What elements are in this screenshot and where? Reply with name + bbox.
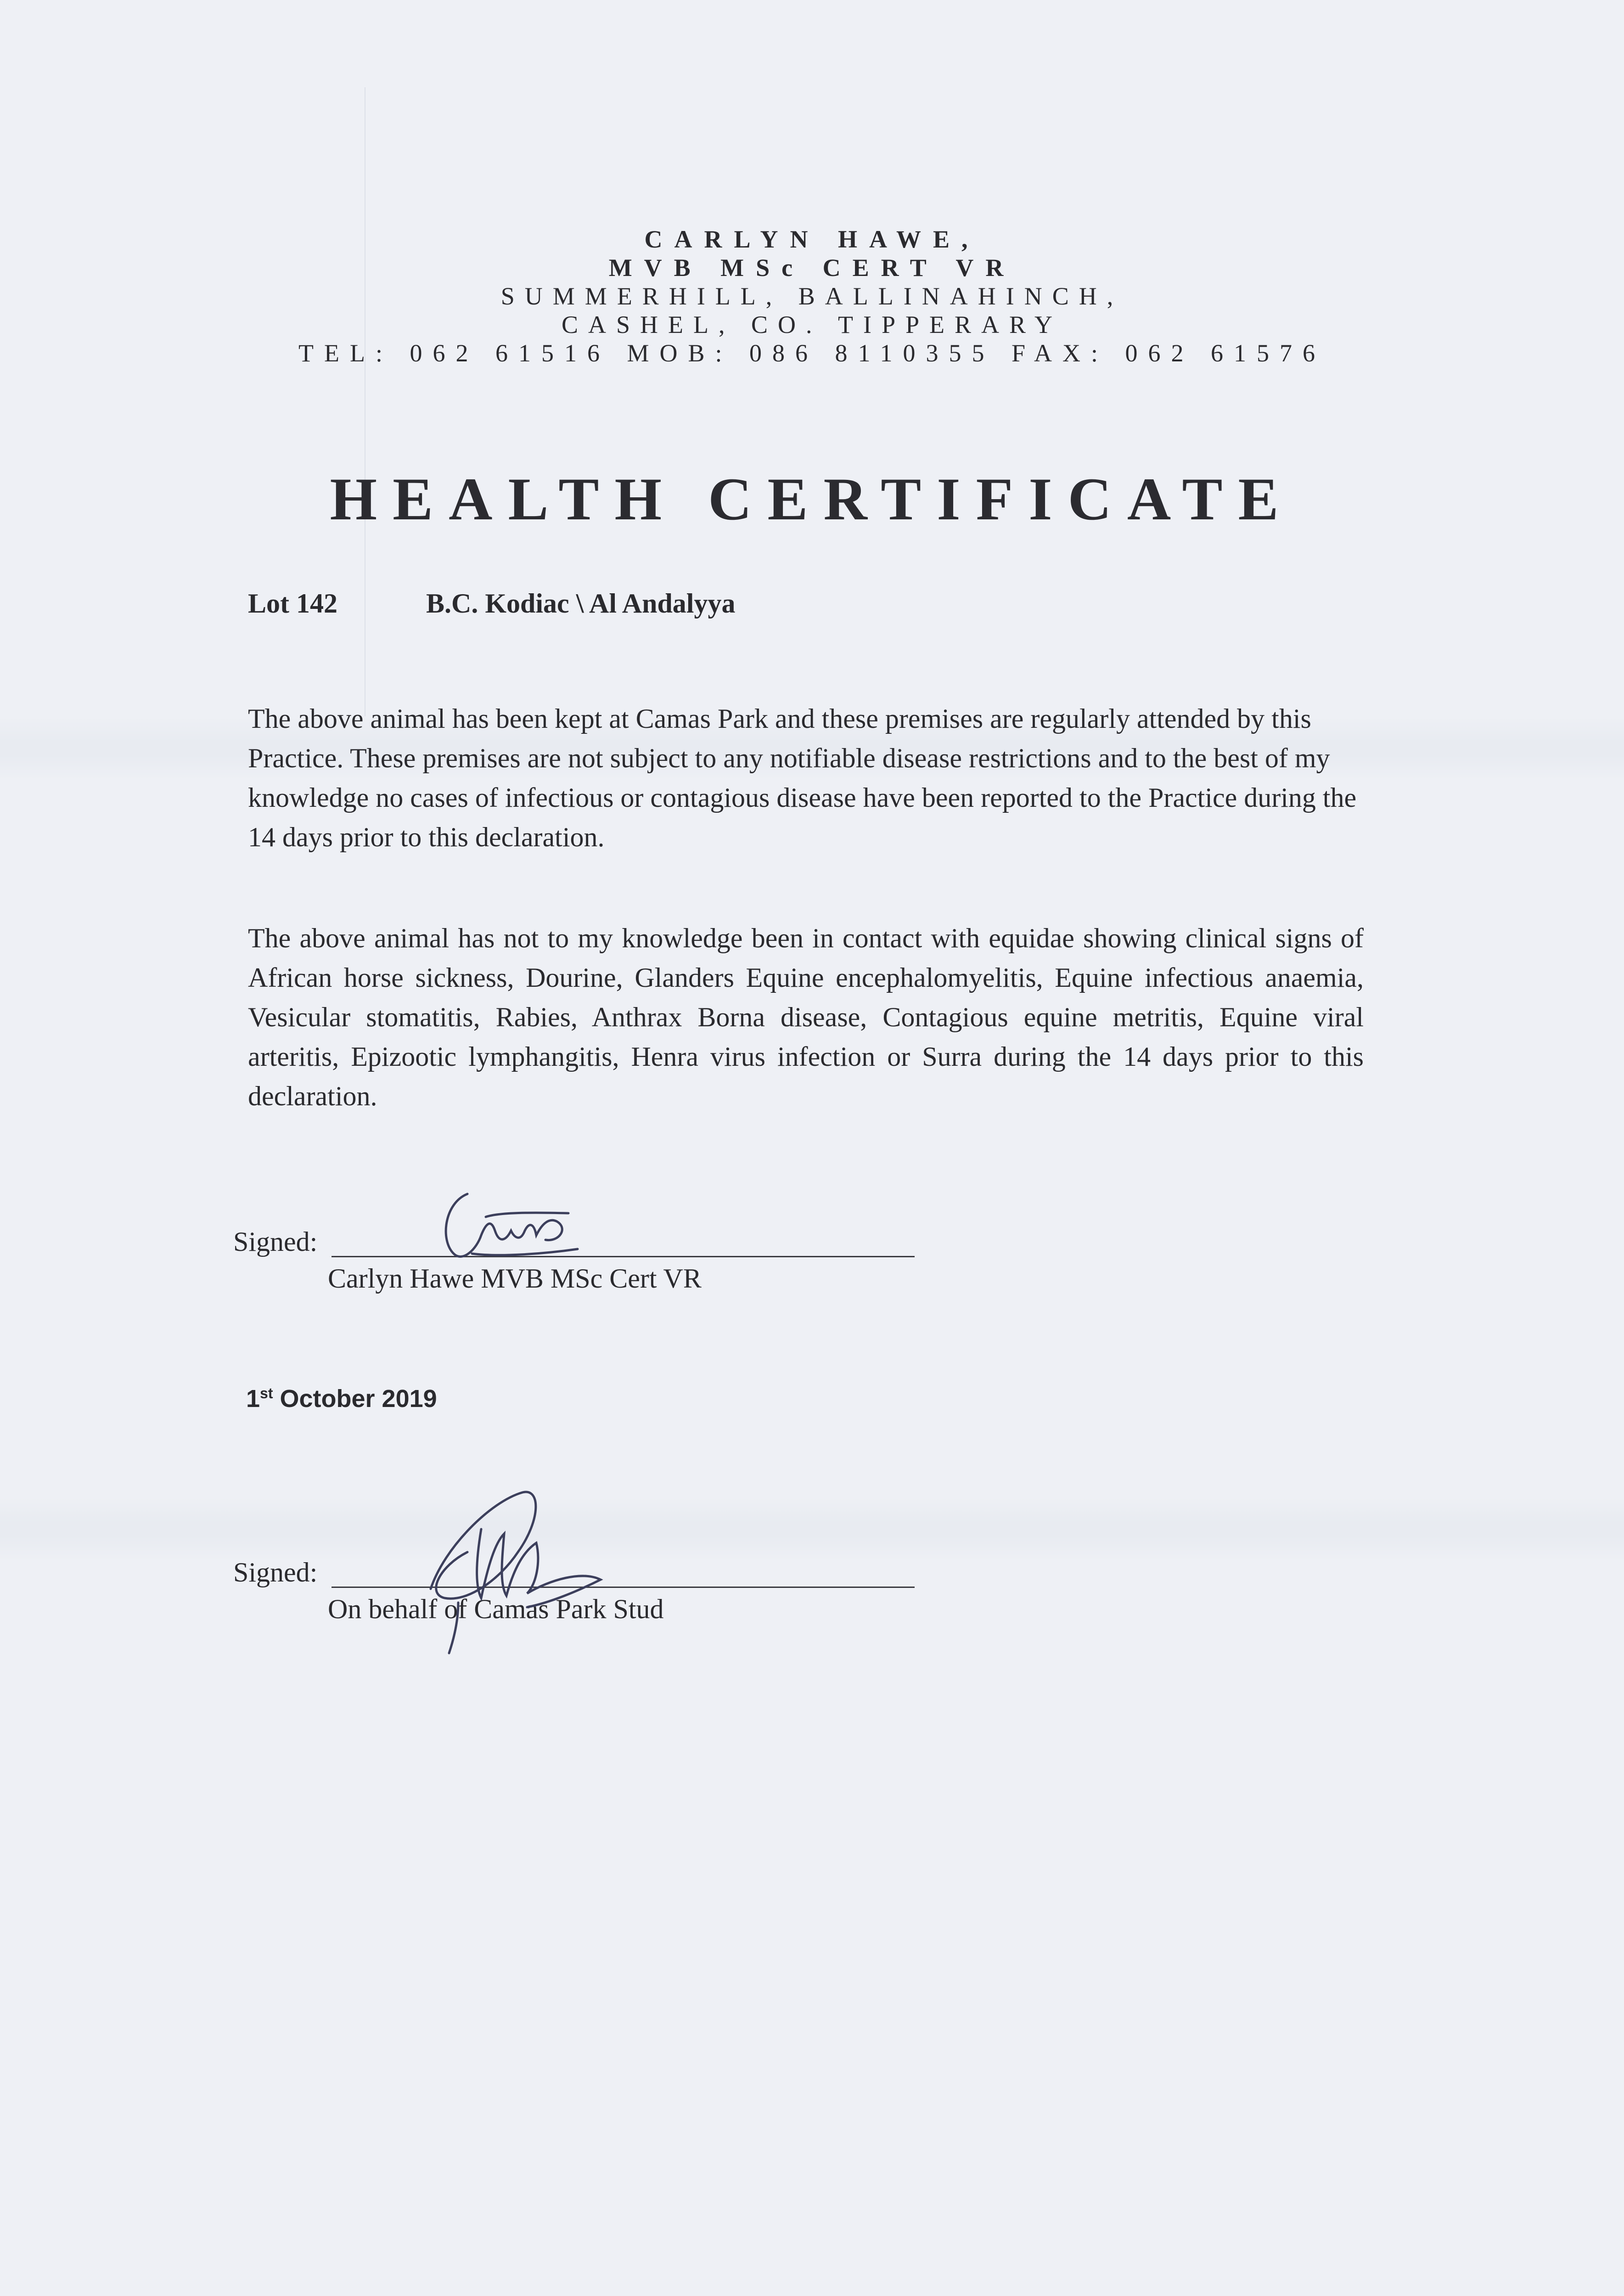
address-line-2: CASHEL, CO. TIPPERARY <box>561 311 1063 338</box>
disease-contact-declaration: The above animal has not to my knowledge been in contact with equidae showing clinical signs of African horse sickness, Dourine, Glanders Equine encephalomyelitis, Equine infectious anaemia, Vesicular stomatitis, Rabies, Anthrax Borna disease, Contagious equine metritis, Equine viral arteritis, Epizootic lymphangitis, Henra virus infection or Surra during the 14 days prior to this declaration. <box>248 923 1364 1111</box>
stud-signature-block <box>233 1515 784 1653</box>
document-title: HEALTH CERTIFICATE <box>330 465 1294 533</box>
date-ordinal: st <box>260 1385 273 1401</box>
signed-label: Signed: <box>233 1557 318 1587</box>
declaration-date <box>246 1384 437 1413</box>
lot-number: Lot 142 <box>248 588 337 619</box>
vet-handwritten-signature <box>426 1185 591 1267</box>
stud-handwritten-signature <box>389 1465 646 1658</box>
signatory-name: Carlyn Hawe MVB MSc Cert VR <box>328 1263 702 1294</box>
vet-signature-block <box>233 1185 784 1322</box>
date-day: 1 <box>246 1385 260 1412</box>
letterhead <box>0 225 1624 367</box>
signed-label: Signed: <box>233 1227 318 1257</box>
premises-declaration: The above animal has been kept at Camas Park and these premises are regularly attended by this Practice. These premises are not subject to any notifiable disease restrictions and to the best of my knowledge no cases of infectious or contagious disease have been reported to the Practice during the 14 days prior to this declaration. <box>248 703 1357 852</box>
horse-pedigree: B.C. Kodiac \ Al Andalyya <box>426 588 736 619</box>
vet-qualifications: MVB MSc CERT VR <box>608 254 1016 281</box>
contact-numbers: TEL: 062 61516 MOB: 086 8110355 FAX: 062 61576 <box>298 339 1326 367</box>
signature-line <box>332 1256 915 1257</box>
date-month-year: October 2019 <box>273 1385 437 1412</box>
address-line-1: SUMMERHILL, BALLINAHINCH, <box>500 282 1124 310</box>
signatory-name: On behalf of Camas Park Stud <box>328 1594 664 1624</box>
vet-name: CARLYN HAWE, <box>644 225 980 253</box>
